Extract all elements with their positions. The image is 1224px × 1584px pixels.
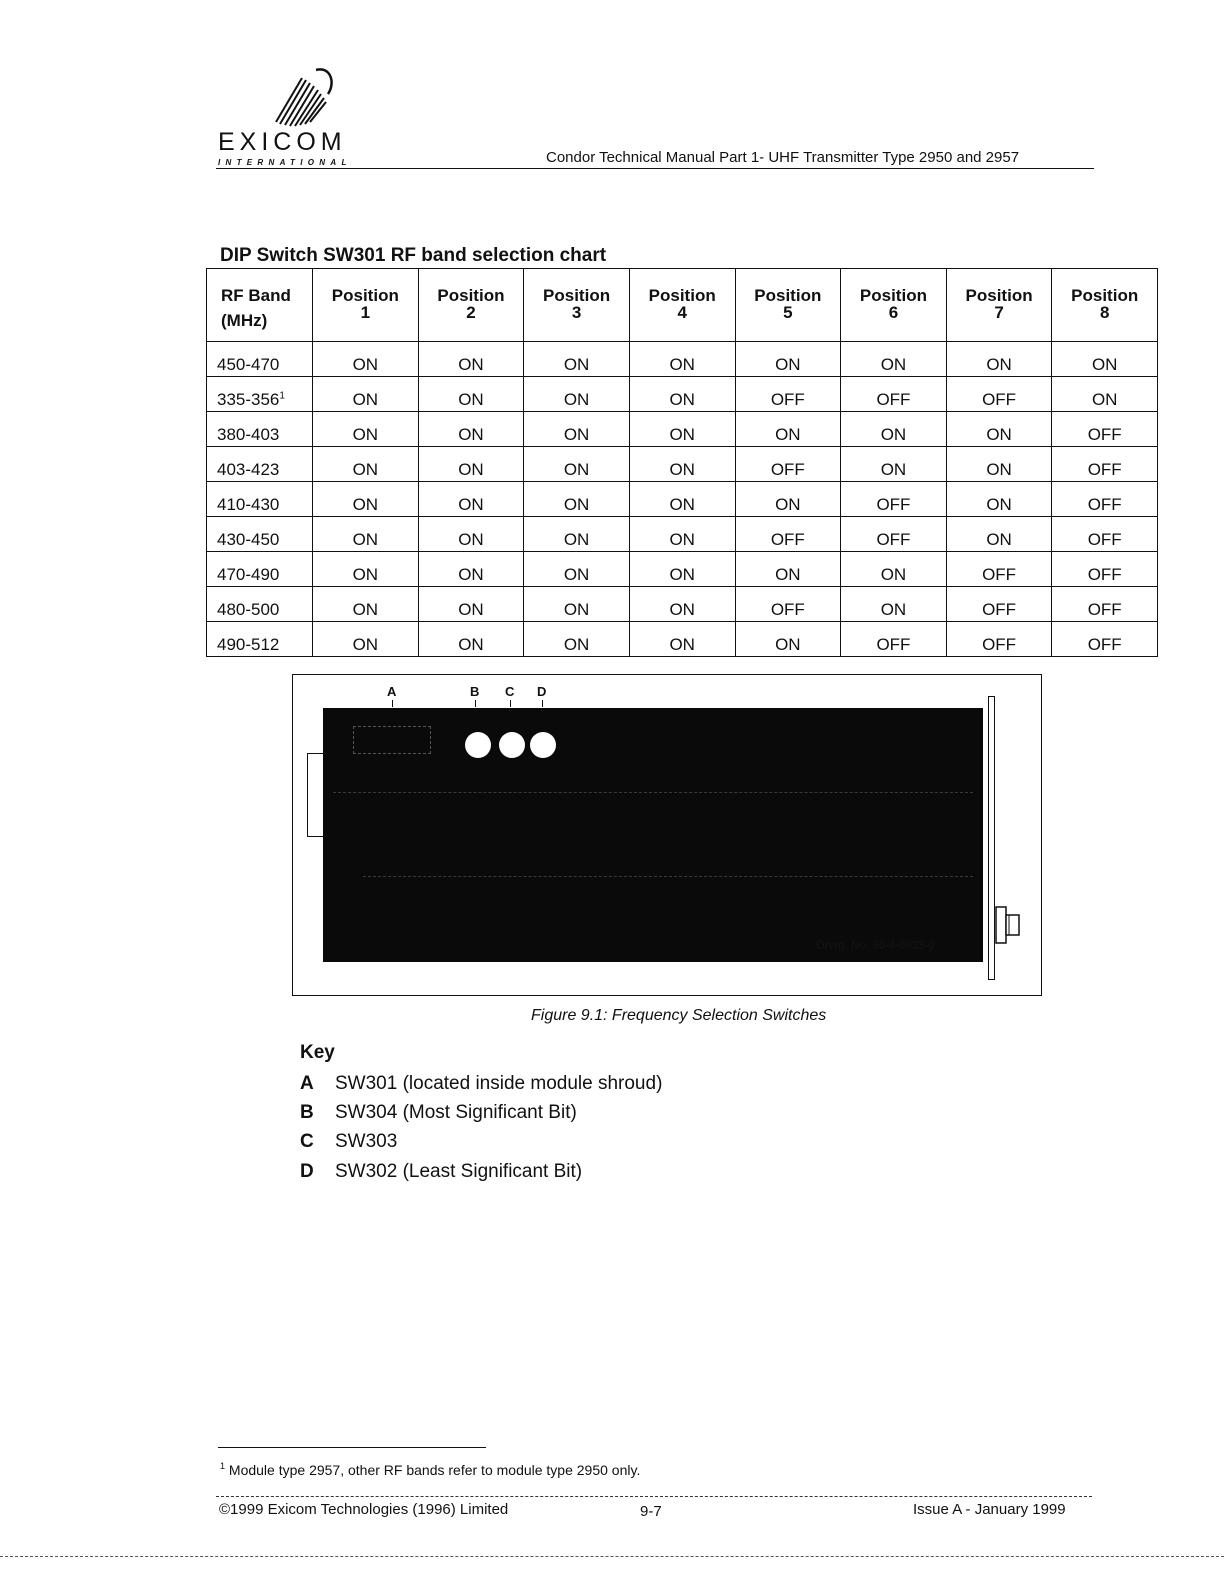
figure-label-d: D bbox=[537, 684, 547, 699]
switch-state-cell: ON bbox=[629, 447, 735, 482]
key-text: SW303 bbox=[335, 1131, 398, 1152]
switch-state-cell: ON bbox=[1052, 377, 1158, 412]
position-header bbox=[946, 269, 1052, 342]
module-panel bbox=[323, 708, 983, 962]
switch-state-cell: ON bbox=[735, 552, 841, 587]
switch-state-cell: OFF bbox=[735, 447, 841, 482]
switch-state-cell: ON bbox=[629, 587, 735, 622]
switch-state-cell: ON bbox=[418, 342, 524, 377]
position-header bbox=[629, 269, 735, 342]
switch-state-cell: OFF bbox=[946, 587, 1052, 622]
page-number: 9-7 bbox=[640, 1503, 662, 1520]
switch-state-cell: ON bbox=[524, 377, 630, 412]
key-item bbox=[300, 1102, 577, 1124]
sw302-rotary-switch bbox=[530, 732, 556, 758]
dip-switch-table bbox=[206, 268, 1158, 657]
figure-leader-c bbox=[510, 700, 511, 707]
key-text: SW304 (Most Significant Bit) bbox=[335, 1102, 577, 1123]
switch-state-cell: OFF bbox=[946, 552, 1052, 587]
position-header-label: Position bbox=[648, 286, 716, 305]
rf-band-value: 430-450 bbox=[217, 530, 280, 549]
position-header bbox=[841, 269, 947, 342]
switch-state-cell: ON bbox=[946, 412, 1052, 447]
figure-leader-b bbox=[475, 700, 476, 707]
table-row bbox=[207, 482, 1158, 517]
footer-divider bbox=[216, 1496, 1092, 1497]
switch-state-cell: OFF bbox=[841, 622, 947, 657]
switch-state-cell: ON bbox=[524, 622, 630, 657]
sw303-rotary-switch bbox=[499, 732, 525, 758]
position-header-label: Position bbox=[965, 286, 1033, 305]
switch-state-cell: OFF bbox=[841, 377, 947, 412]
switch-state-cell: OFF bbox=[1052, 552, 1158, 587]
position-header-number: 2 bbox=[466, 303, 476, 322]
table-row bbox=[207, 587, 1158, 622]
switch-state-cell: ON bbox=[1052, 342, 1158, 377]
rf-connector-icon bbox=[995, 903, 1021, 947]
position-header bbox=[524, 269, 630, 342]
switch-state-cell: ON bbox=[841, 412, 947, 447]
switch-state-cell: OFF bbox=[1052, 622, 1158, 657]
panel-trace bbox=[333, 792, 973, 793]
switch-state-cell: ON bbox=[313, 517, 419, 552]
key-letter: B bbox=[300, 1102, 314, 1123]
switch-state-cell: ON bbox=[313, 377, 419, 412]
key-heading: Key bbox=[300, 1042, 335, 1063]
switch-state-cell: ON bbox=[735, 412, 841, 447]
switch-state-cell: ON bbox=[313, 447, 419, 482]
position-header bbox=[313, 269, 419, 342]
position-header-number: 1 bbox=[360, 303, 371, 322]
switch-state-cell: OFF bbox=[1052, 412, 1158, 447]
switch-state-cell: ON bbox=[524, 342, 630, 377]
rf-band-cell bbox=[207, 342, 313, 377]
switch-state-cell: ON bbox=[946, 482, 1052, 517]
switch-state-cell: ON bbox=[735, 482, 841, 517]
switch-state-cell: ON bbox=[524, 412, 630, 447]
table-row bbox=[207, 552, 1158, 587]
footnote-mark: 1 bbox=[220, 1461, 226, 1471]
exicom-logo bbox=[218, 64, 378, 174]
key-item bbox=[300, 1161, 582, 1183]
switch-state-cell: OFF bbox=[735, 377, 841, 412]
switch-state-cell: OFF bbox=[946, 622, 1052, 657]
switch-state-cell: ON bbox=[841, 587, 947, 622]
switch-state-cell: ON bbox=[524, 552, 630, 587]
switch-state-cell: ON bbox=[418, 482, 524, 517]
switch-state-cell: ON bbox=[629, 342, 735, 377]
page-bottom-divider bbox=[0, 1556, 1224, 1557]
switch-state-cell: ON bbox=[418, 622, 524, 657]
rf-band-cell bbox=[207, 622, 313, 657]
rf-band-cell bbox=[207, 447, 313, 482]
switch-state-cell: ON bbox=[629, 412, 735, 447]
rf-band-cell bbox=[207, 552, 313, 587]
position-header-label: Position bbox=[859, 286, 927, 305]
rf-band-value: 490-512 bbox=[217, 635, 280, 654]
switch-state-cell: ON bbox=[629, 377, 735, 412]
switch-state-cell: ON bbox=[313, 342, 419, 377]
position-header bbox=[1052, 269, 1158, 342]
key-item bbox=[300, 1073, 662, 1095]
key-letter: A bbox=[300, 1073, 314, 1094]
position-header-label: Position bbox=[331, 286, 399, 305]
position-header-label: Position bbox=[1071, 286, 1139, 305]
module-front-plate bbox=[988, 696, 995, 980]
switch-state-cell: ON bbox=[946, 447, 1052, 482]
footnote-divider bbox=[218, 1447, 486, 1448]
switch-state-cell: ON bbox=[313, 412, 419, 447]
switch-state-cell: ON bbox=[524, 587, 630, 622]
switch-state-cell: ON bbox=[313, 622, 419, 657]
switch-state-cell: ON bbox=[946, 342, 1052, 377]
switch-state-cell: OFF bbox=[841, 482, 947, 517]
rf-band-cell bbox=[207, 587, 313, 622]
switch-state-cell: ON bbox=[946, 517, 1052, 552]
switch-state-cell: ON bbox=[629, 622, 735, 657]
position-header-label: Position bbox=[543, 286, 611, 305]
table-row bbox=[207, 412, 1158, 447]
key-letter: C bbox=[300, 1131, 314, 1152]
key-text: SW302 (Least Significant Bit) bbox=[335, 1161, 583, 1182]
switch-state-cell: ON bbox=[735, 342, 841, 377]
switch-state-cell: OFF bbox=[946, 377, 1052, 412]
switch-state-cell: ON bbox=[841, 342, 947, 377]
position-header-number: 3 bbox=[571, 303, 582, 322]
table-header-row bbox=[207, 269, 1158, 342]
position-header-label: Position bbox=[754, 286, 822, 305]
switch-state-cell: ON bbox=[418, 552, 524, 587]
table-row bbox=[207, 517, 1158, 552]
figure-label-c: C bbox=[505, 684, 515, 699]
module-side-plate bbox=[307, 753, 323, 837]
rf-band-cell bbox=[207, 377, 313, 412]
switch-state-cell: OFF bbox=[735, 517, 841, 552]
switch-state-cell: OFF bbox=[735, 587, 841, 622]
rf-band-value: 480-500 bbox=[217, 600, 280, 619]
key-text: SW301 (located inside module shroud) bbox=[335, 1073, 663, 1094]
switch-state-cell: OFF bbox=[1052, 482, 1158, 517]
switch-state-cell: ON bbox=[841, 552, 947, 587]
rf-band-value: 450-470 bbox=[217, 355, 280, 374]
switch-state-cell: ON bbox=[418, 587, 524, 622]
figure-label-b: B bbox=[470, 684, 480, 699]
logo-subtitle: INTERNATIONAL bbox=[218, 158, 352, 167]
switch-state-cell: ON bbox=[524, 447, 630, 482]
switch-state-cell: ON bbox=[735, 622, 841, 657]
switch-state-cell: ON bbox=[313, 552, 419, 587]
panel-trace bbox=[363, 876, 973, 877]
switch-state-cell: ON bbox=[418, 412, 524, 447]
exicom-logo-icon bbox=[258, 64, 338, 128]
figure-leader-a bbox=[392, 700, 393, 707]
figure-label-a: A bbox=[387, 684, 397, 699]
switch-state-cell: ON bbox=[841, 447, 947, 482]
switch-state-cell: ON bbox=[524, 517, 630, 552]
switch-state-cell: OFF bbox=[841, 517, 947, 552]
switch-state-cell: ON bbox=[629, 552, 735, 587]
header-divider bbox=[216, 168, 1094, 169]
table-title: DIP Switch SW301 RF band selection chart bbox=[220, 245, 607, 266]
table-row bbox=[207, 377, 1158, 412]
switch-state-cell: ON bbox=[418, 447, 524, 482]
switch-state-cell: ON bbox=[629, 482, 735, 517]
switch-state-cell: OFF bbox=[1052, 447, 1158, 482]
footer-issue: Issue A - January 1999 bbox=[913, 1501, 1066, 1518]
frequency-switch-figure bbox=[292, 674, 1042, 996]
switch-state-cell: ON bbox=[524, 482, 630, 517]
position-header bbox=[418, 269, 524, 342]
document-title: Condor Technical Manual Part 1- UHF Transmitter Type 2950 and 2957 bbox=[546, 149, 1020, 166]
footnote-reference: 1 bbox=[279, 390, 285, 402]
footnote bbox=[220, 1461, 640, 1478]
position-header-number: 5 bbox=[783, 303, 793, 322]
switch-state-cell: ON bbox=[418, 517, 524, 552]
key-item bbox=[300, 1131, 397, 1153]
rf-band-header bbox=[207, 269, 313, 342]
rf-band-header-label: RF Band bbox=[221, 286, 291, 305]
switch-state-cell: OFF bbox=[1052, 587, 1158, 622]
switch-state-cell: ON bbox=[629, 517, 735, 552]
position-header-number: 6 bbox=[888, 303, 899, 322]
table-row bbox=[207, 342, 1158, 377]
sw301-dip-switch bbox=[353, 726, 431, 754]
position-header-number: 4 bbox=[677, 303, 687, 322]
position-header-number: 8 bbox=[1099, 303, 1110, 322]
table-row bbox=[207, 447, 1158, 482]
switch-state-cell: ON bbox=[313, 587, 419, 622]
rf-band-value: 380-403 bbox=[217, 425, 280, 444]
drawing-number: Drwg. No. 50-4-0933-0 bbox=[816, 938, 935, 952]
rf-band-value: 410-430 bbox=[217, 495, 280, 514]
footer-copyright: ©1999 Exicom Technologies (1996) Limited bbox=[219, 1501, 509, 1518]
footnote-text: Module type 2957, other RF bands refer to module type 2950 only. bbox=[228, 1462, 641, 1478]
logo-wordmark: EXICOM bbox=[218, 128, 347, 156]
switch-state-cell: ON bbox=[418, 377, 524, 412]
figure-leader-d bbox=[542, 700, 543, 707]
switch-state-cell: OFF bbox=[1052, 517, 1158, 552]
position-header-number: 7 bbox=[994, 303, 1004, 322]
figure-caption: Figure 9.1: Frequency Selection Switches bbox=[531, 1007, 827, 1024]
rf-band-cell bbox=[207, 482, 313, 517]
sw304-rotary-switch bbox=[465, 732, 491, 758]
position-header bbox=[735, 269, 841, 342]
key-letter: D bbox=[300, 1161, 314, 1182]
position-header-label: Position bbox=[437, 286, 505, 305]
rf-band-cell bbox=[207, 412, 313, 447]
rf-band-cell bbox=[207, 517, 313, 552]
rf-band-value: 403-423 bbox=[217, 460, 280, 479]
rf-band-value: 335-356 bbox=[217, 390, 280, 409]
switch-state-cell: ON bbox=[313, 482, 419, 517]
table-row bbox=[207, 622, 1158, 657]
rf-band-value: 470-490 bbox=[217, 565, 280, 584]
rf-band-header-unit: (MHz) bbox=[221, 311, 268, 330]
